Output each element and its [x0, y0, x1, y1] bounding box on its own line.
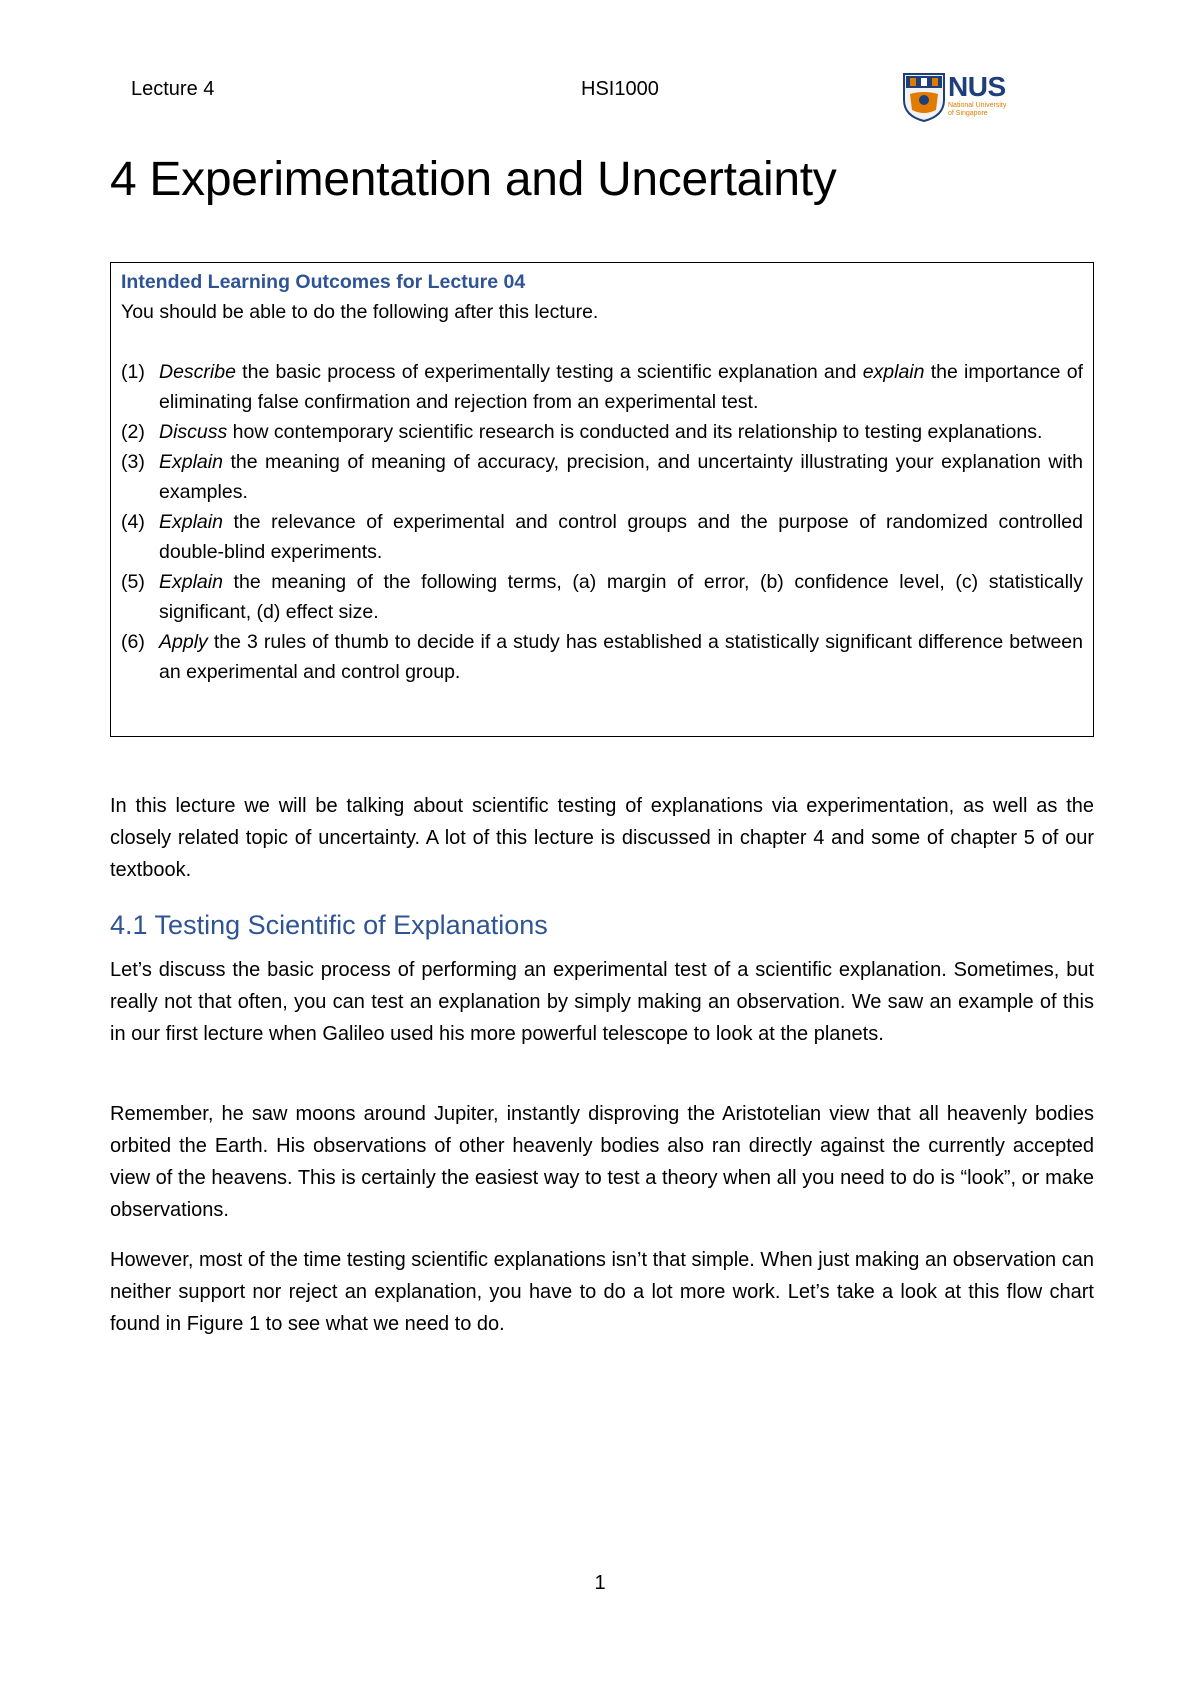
nus-crest-icon	[902, 72, 946, 122]
item-number: (1)	[121, 361, 145, 383]
list-item	[121, 357, 1083, 417]
learning-outcomes-box	[110, 262, 1094, 737]
header-lecture: Lecture 4	[131, 78, 215, 100]
item-number: (3)	[121, 451, 145, 473]
item-text	[159, 627, 1083, 687]
item-text	[159, 507, 1083, 567]
header-course-code: HSI1000	[581, 78, 659, 100]
section-paragraph-2: Remember, he saw moons around Jupiter, instantly disproving the Aristotelian view that all heavenly bodies orbited the Earth. His observations of other heavenly bodies also ran directly against the currently accepted view of the heavens. This is certainly the easiest way to test a theory when all you need to do is “look”, or make observations.	[110, 1103, 1094, 1221]
item-text	[159, 447, 1083, 507]
item-verb: Describe	[159, 361, 236, 383]
list-item	[121, 417, 1083, 447]
item-text-a: the relevance of experimental and control groups and the purpose of randomized controlled double-blind experiments.	[159, 511, 1083, 563]
logo-subtext: National University of Singapore	[948, 102, 1007, 117]
item-text	[159, 567, 1083, 627]
list-item	[121, 567, 1083, 627]
page-title: 4 Experimentation and Uncertainty	[110, 153, 837, 206]
item-text	[159, 357, 1083, 417]
page-number: 1	[594, 1572, 606, 1594]
item-number: (2)	[121, 421, 145, 443]
item-number: (6)	[121, 631, 145, 653]
item-text-a: the basic process of experimentally testing a scientific explanation and	[235, 361, 863, 383]
logo-wordmark: NUS	[948, 71, 1006, 102]
item-text-a: the 3 rules of thumb to decide if a study has established a statistically significant difference between an experimental and control group.	[159, 631, 1083, 683]
section-paragraph-1: Let’s discuss the basic process of performing an experimental test of a scientific explanation. Sometimes, but really not that often, you can test an explanation by simply making an observation. We saw an example of this in our first lecture when Galileo used his more powerful telescope to look at the planets.	[110, 959, 1094, 1045]
item-verb: Explain	[159, 571, 223, 593]
item-number: (5)	[121, 571, 145, 593]
item-verb: Discuss	[159, 421, 228, 443]
section-paragraph-3: However, most of the time testing scientific explanations isn’t that simple. When just making an observation can neither support nor reject an explanation, you have to do a lot more work. Let’s take a look at this flow chart found in Figure 1 to see what we need to do.	[110, 1249, 1094, 1335]
learning-outcomes-list	[121, 357, 1083, 687]
item-text	[159, 417, 1083, 447]
item-text-b: the importance of eliminating false confirmation and rejection from an experimental test.	[159, 361, 1083, 413]
nus-logo	[902, 72, 1014, 124]
list-item	[121, 507, 1083, 567]
item-verb-2: explain	[862, 361, 925, 383]
learning-outcomes-intro: You should be able to do the following after this lecture.	[121, 301, 599, 323]
item-number: (4)	[121, 511, 145, 533]
item-verb: Explain	[159, 511, 223, 533]
learning-outcomes-heading: Intended Learning Outcomes for Lecture 04	[121, 271, 526, 293]
item-text-a: the meaning of meaning of accuracy, precision, and uncertainty illustrating your explanation with examples.	[159, 451, 1083, 503]
page-header	[131, 78, 1011, 138]
item-text-a: the meaning of the following terms, (a) margin of error, (b) confidence level, (c) statistically significant, (d) effect size.	[159, 571, 1083, 623]
item-verb: Explain	[159, 451, 223, 473]
list-item	[121, 447, 1083, 507]
item-text-a: how contemporary scientific research is conducted and its relationship to testing explanations.	[227, 421, 1043, 443]
intro-paragraph: In this lecture we will be talking about scientific testing of explanations via experimentation, as well as the closely related topic of uncertainty. A lot of this lecture is discussed in chapter 4 and some of chapter 5 of our textbook.	[110, 795, 1094, 881]
item-verb: Apply	[159, 631, 208, 653]
section-heading: 4.1 Testing Scientific of Explanations	[110, 910, 548, 940]
list-item	[121, 627, 1083, 687]
